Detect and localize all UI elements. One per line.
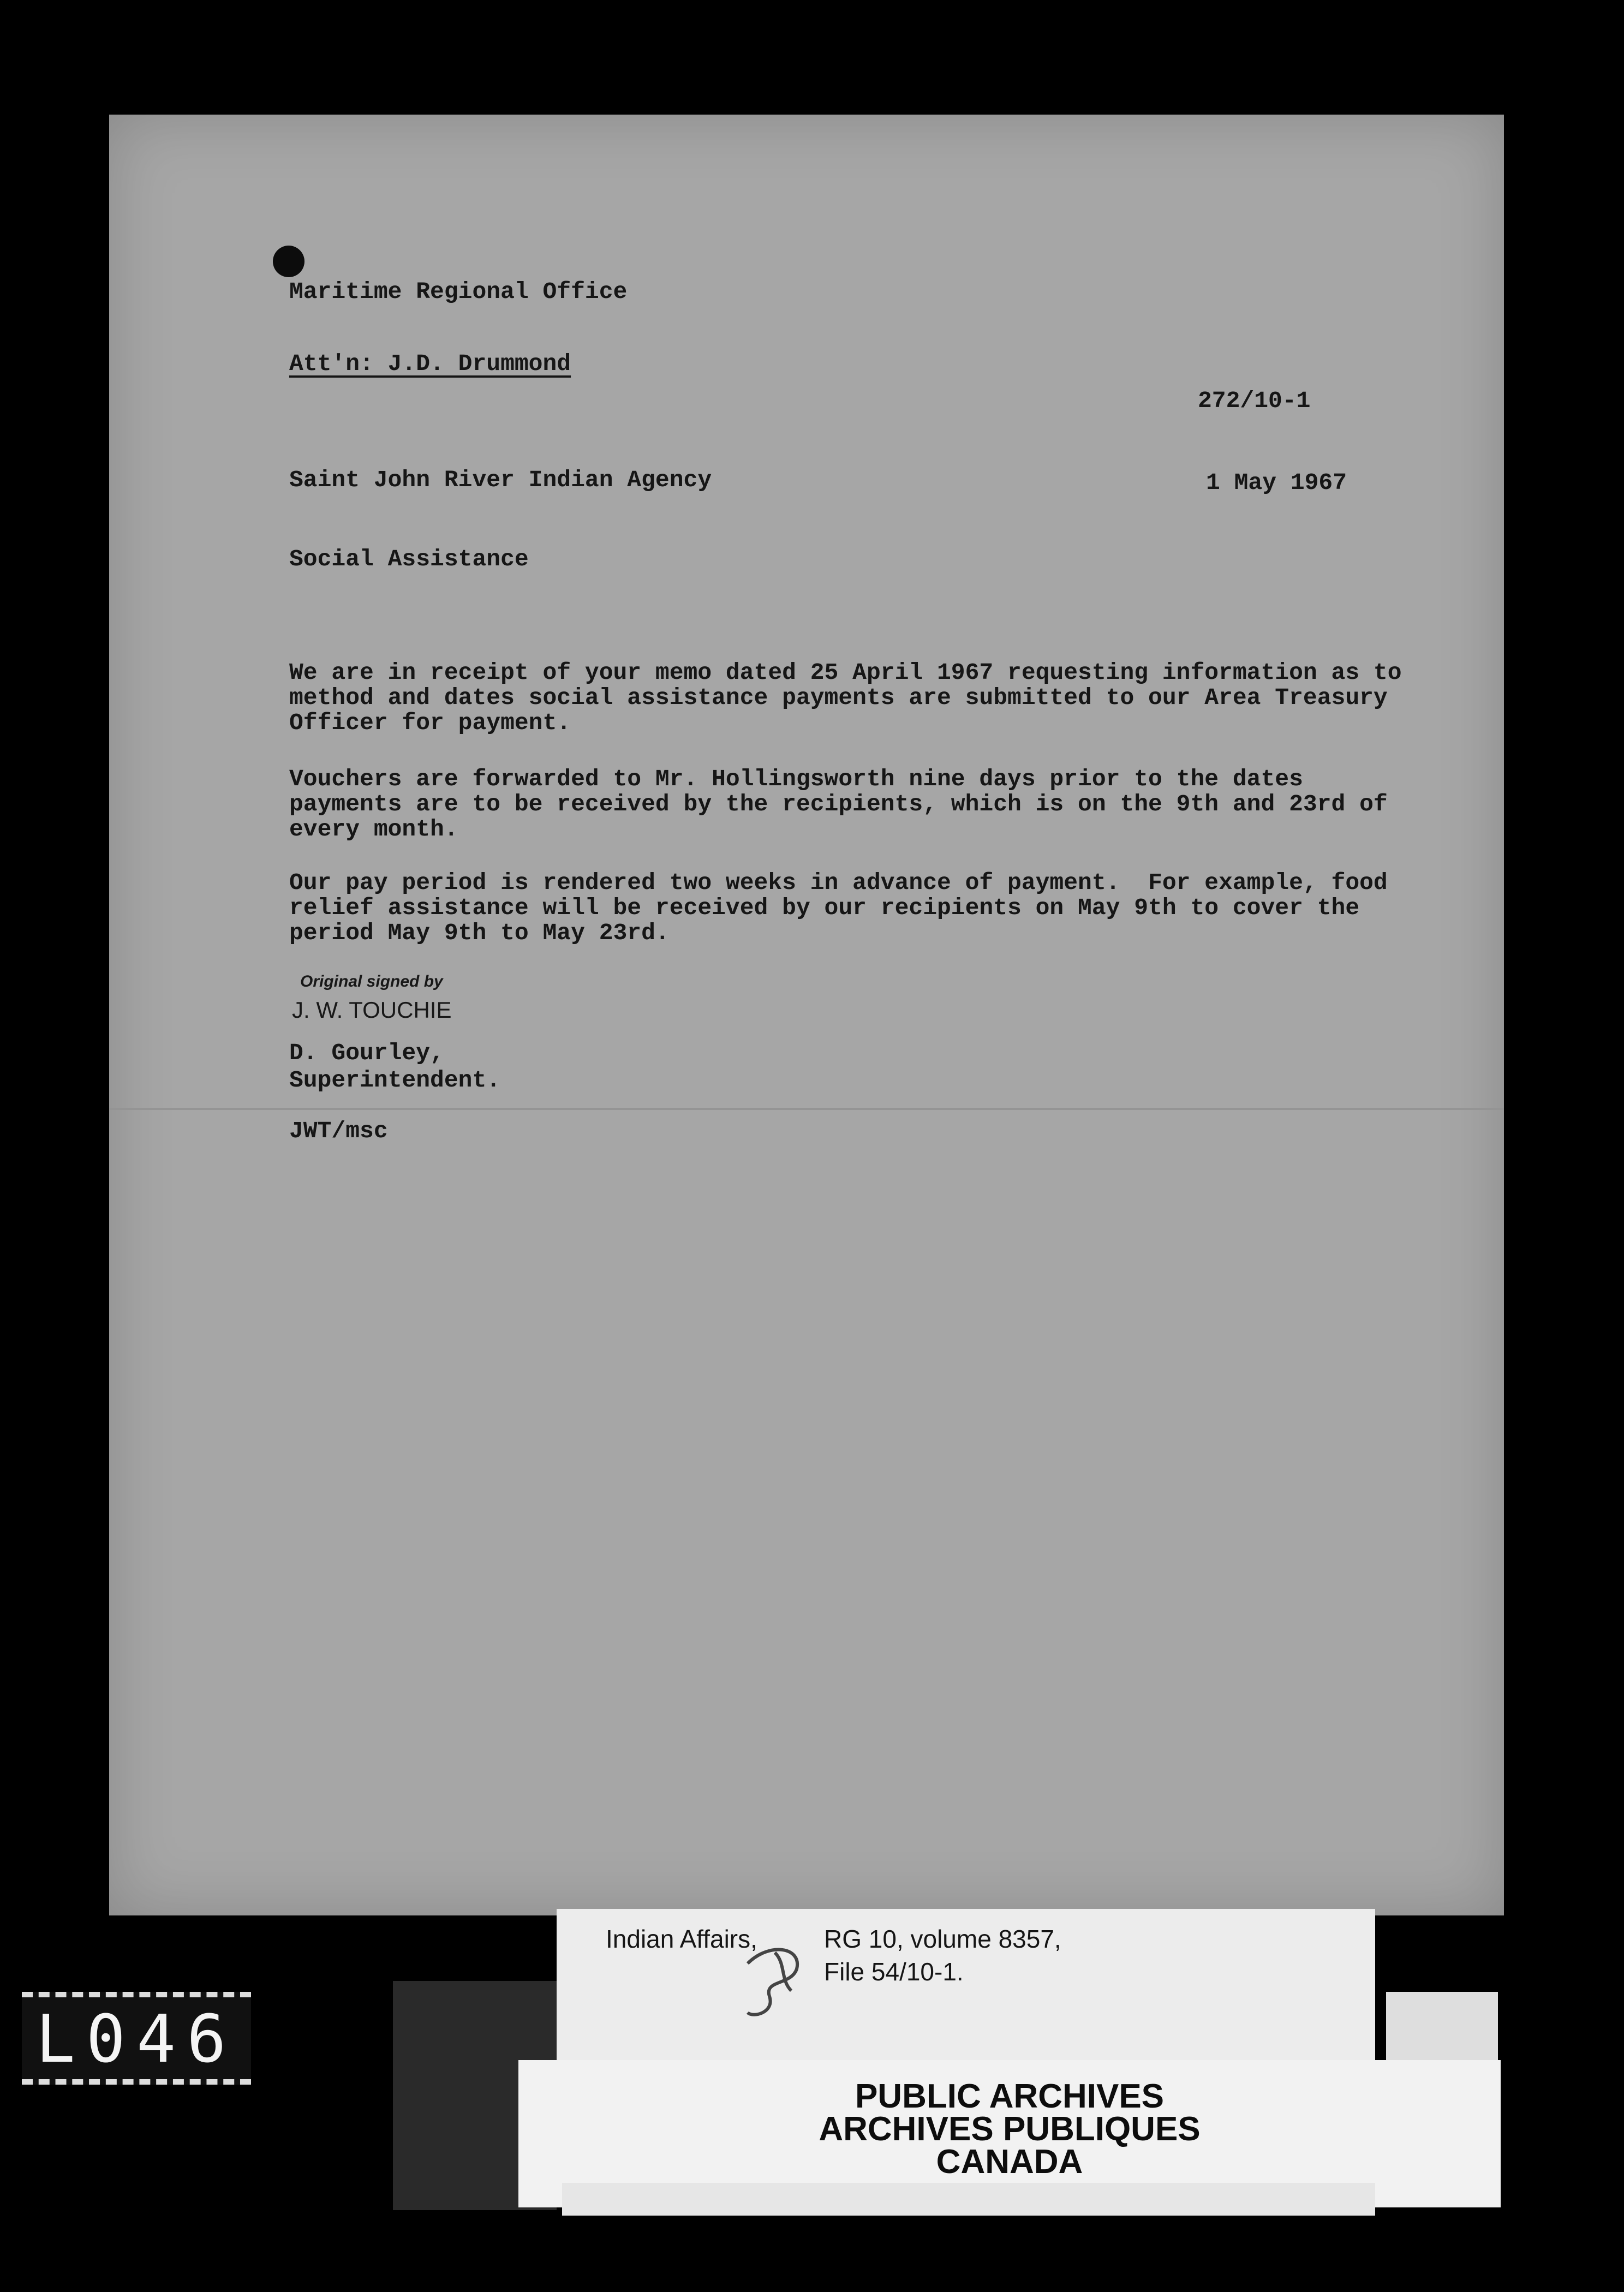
paragraph-line: relief assistance will be received by our recipients on May 9th to cover the	[289, 894, 1360, 921]
paragraph-line: Vouchers are forwarded to Mr. Hollingsworth nine days prior to the dates	[289, 766, 1303, 792]
punch-hole	[273, 246, 304, 277]
frame-number: L046	[35, 2002, 237, 2078]
file-reference: 272/10-1	[1198, 387, 1311, 414]
record-group: RG 10, volume 8357,	[824, 1925, 1061, 1953]
paragraph-line: Officer for payment.	[289, 709, 571, 736]
sender-agency: Saint John River Indian Agency	[289, 467, 712, 493]
signer-name: D. Gourley,	[289, 1040, 444, 1066]
paragraph-line: every month.	[289, 816, 458, 843]
attention-line: Att'n: J.D. Drummond	[289, 350, 571, 377]
reference-label	[557, 1909, 1375, 2075]
signature-stamp-caption: Original signed by	[300, 972, 443, 990]
paragraph-line: We are in receipt of your memo dated 25 April 1967 requesting information as to	[289, 659, 1402, 686]
recipient-office: Maritime Regional Office	[289, 278, 628, 305]
label-tab	[1386, 1992, 1498, 2063]
memo-subject: Social Assistance	[289, 546, 529, 572]
paragraph-2	[289, 767, 1435, 842]
label-bottom-strip	[562, 2183, 1375, 2216]
paragraph-1	[289, 660, 1435, 736]
archives-stamp-text	[518, 2078, 1501, 2181]
ink-scribble-mark	[737, 1931, 824, 2024]
film-frame-counter	[22, 1992, 251, 2085]
typist-initials: JWT/msc	[289, 1118, 388, 1144]
signature-stamp-name: J. W. TOUCHIE	[292, 997, 452, 1023]
archives-line-english: PUBLIC ARCHIVES	[855, 2078, 1165, 2115]
archives-line-country: CANADA	[936, 2143, 1083, 2181]
collection-name: Indian Affairs,	[606, 1925, 757, 1953]
paragraph-line: Our pay period is rendered two weeks in advance of payment. For example, food	[289, 869, 1388, 896]
paragraph-3	[289, 870, 1435, 946]
signer-title: Superintendent.	[289, 1067, 501, 1094]
archives-line-french: ARCHIVES PUBLIQUES	[819, 2110, 1201, 2148]
paragraph-line: period May 9th to May 23rd.	[289, 920, 670, 946]
file-number: File 54/10-1.	[824, 1957, 964, 1986]
fold-crease	[109, 1108, 1504, 1110]
memo-date: 1 May 1967	[1206, 469, 1347, 496]
memo-page	[109, 115, 1504, 1915]
paragraph-line: method and dates social assistance payments are submitted to our Area Treasury	[289, 684, 1388, 711]
paragraph-line: payments are to be received by the recipients, which is on the 9th and 23rd of	[289, 791, 1388, 817]
